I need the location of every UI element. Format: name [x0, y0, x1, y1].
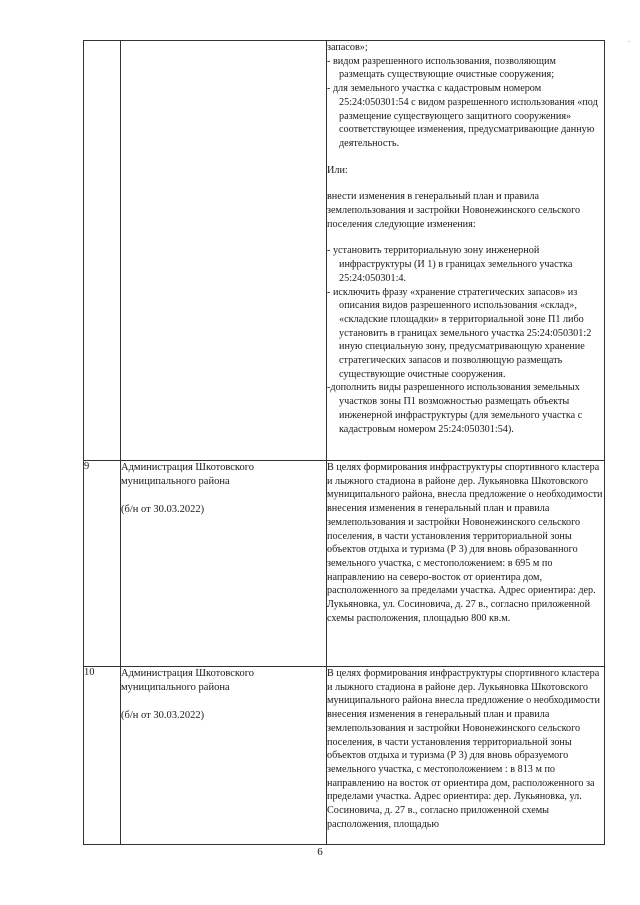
row-org-cell	[121, 667, 327, 845]
proposals-table	[83, 40, 605, 845]
row-org-cell	[121, 41, 327, 461]
organization-name: Администрация Шкотовского муниципального района	[121, 462, 255, 487]
change-item-0: - установить территориальную зону инженерной инфраструктуры (И 1) в границах земельного участка 25:24:050301:4.	[327, 245, 573, 284]
document-reference: (б/н от 30.03.2022)	[121, 504, 205, 515]
change-item-2: -дополнить виды разрешенного использования земельных участков зоны П1 возможностью размещать объекты инженерной инфраструктуры (для земельного участка с кадастровым номером 25:24:050301:54).	[327, 382, 583, 435]
table-row-9	[84, 461, 605, 667]
row-number: 10	[84, 667, 121, 845]
row-text-cell	[327, 41, 605, 461]
prev-line-2: - для земельного участка с кадастровым номером 25:24:050301:54 с видом разрешенного использования «под размещение существующего защитного сооружения» соответствующее изменения, предусматривающие данную деятельность.	[327, 83, 598, 149]
page-number: 6	[317, 846, 323, 858]
document-reference: (б/н от 30.03.2022)	[121, 710, 205, 721]
organization-name: Администрация Шкотовского муниципального района	[121, 668, 255, 693]
proposal-text: В целях формирования инфраструктуры спортивного кластера и лыжного стадиона в районе дер. Лукьяновка Шкотовского муниципального района, внесла предложение о необходимости внесения изменения в генеральный план и правила землепользования и застройки Новонежинского сельского поселения, в части установления территориальной зоны объектов отдыха и туризма (Р 3) для вновь образованного земельного участка, с местоположением: в 695 м по направлению на северо-восток от ориентира дом, расположенного за пределами участка. Адрес ориентира: дер. Лукьяновка, ул. Сосиновича, д. 27 в., согласно приложенной схемы расположения, площадью 800 кв.м.	[327, 461, 605, 667]
or-label: Или:	[327, 164, 348, 176]
row-org-cell	[121, 461, 327, 667]
change-item-1: - исключить фразу «хранение стратегических запасов» из описания видов разрешенного использования «склад», «складские площадки» в территориальной зоне П1 либо установить в границах земельного участка 25:24:050301:2 иную специальную зону, предусматривающую хранение стратегических запасов и позволяющую размещать существующие очистные сооружения.	[327, 286, 592, 380]
intro-paragraph: внести изменения в генеральный план и правила землепользования и застройки Новонежинского сельского поселения следующие изменения:	[327, 191, 581, 230]
prev-line-1: - видом разрешенного использования, позволяющим размещать существующие очистные сооружения;	[327, 55, 556, 81]
corner-mark: .	[628, 35, 630, 44]
table-row-continued	[84, 41, 605, 461]
proposal-text: В целях формирования инфраструктуры спортивного кластера и лыжного стадиона в районе дер. Лукьяновка Шкотовского муниципального района внесла предложение о необходимости внесения изменения в генеральный план и правила землепользования и застройки Новонежинского сельского поселения, в части установления территориальной зоны объектов отдыха и туризма (Р 3) для вновь образуемого земельного участка, с местоположением : в 813 м по направлению на восток от ориентира дом, расположенного за пределами участка. Адрес ориентира: дер. Лукьяновка, ул. Сосиновича, д. 27 в., согласно приложенной схемы расположения, площадью	[327, 667, 605, 845]
row-number-cell	[84, 41, 121, 461]
table-row-10	[84, 667, 605, 845]
row-number: 9	[84, 461, 121, 667]
prev-line-0: запасов»;	[327, 42, 368, 53]
